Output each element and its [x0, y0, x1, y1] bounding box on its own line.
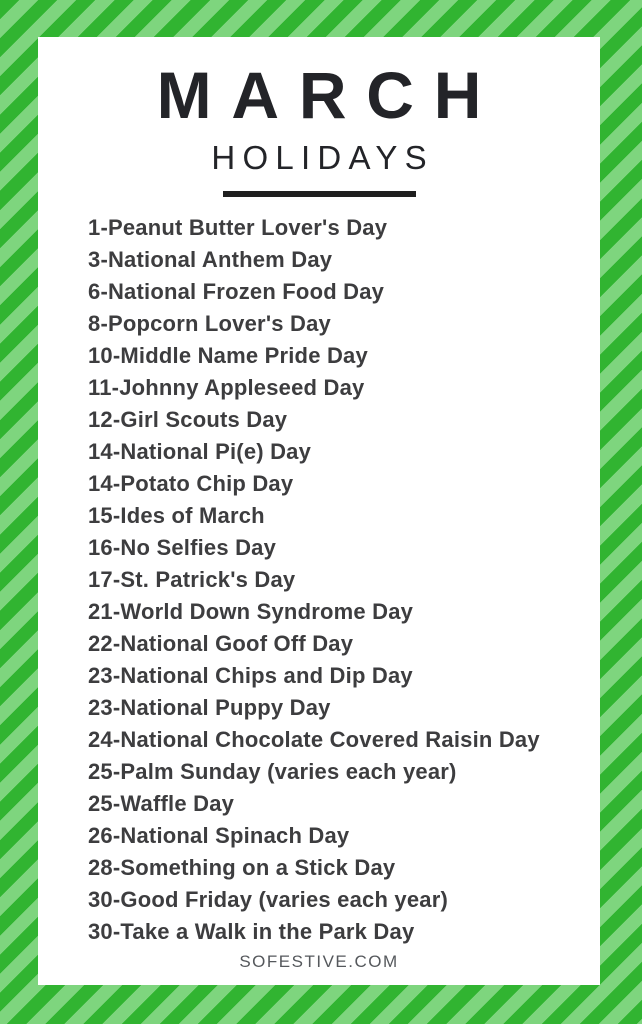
holiday-separator: -	[112, 727, 121, 752]
holiday-name: Peanut Butter Lover's Day	[107, 215, 388, 240]
holiday-item	[88, 596, 600, 628]
holiday-name: Ides of March	[120, 503, 265, 528]
holiday-name: National Goof Off Day	[120, 631, 354, 656]
holiday-separator: -	[112, 919, 121, 944]
holiday-item	[88, 276, 600, 308]
holiday-name: No Selfies Day	[120, 535, 277, 560]
holiday-day: 11	[88, 375, 112, 400]
holiday-day: 16	[88, 535, 113, 560]
holiday-item	[88, 884, 600, 916]
holiday-item	[88, 372, 600, 404]
holiday-separator: -	[112, 343, 121, 368]
holiday-day: 22	[88, 631, 113, 656]
holiday-item	[88, 852, 600, 884]
holiday-item	[88, 340, 600, 372]
holiday-day: 3	[88, 247, 101, 272]
holiday-day: 12	[88, 407, 113, 432]
holiday-separator: -	[112, 535, 121, 560]
holiday-day: 10	[88, 343, 113, 368]
holiday-separator: -	[112, 759, 121, 784]
holiday-item	[88, 308, 600, 340]
holiday-item	[88, 756, 600, 788]
page-subtitle: HOLIDAYS	[211, 139, 434, 176]
holiday-separator: -	[100, 279, 108, 304]
holiday-name: Something on a Stick Day	[120, 855, 396, 880]
holiday-name: National Frozen Food Day	[107, 279, 385, 304]
holiday-name: National Chips and Dip Day	[120, 663, 413, 688]
holiday-name: Johnny Appleseed Day	[119, 375, 365, 400]
holiday-name: Middle Name Pride Day	[120, 343, 368, 368]
holiday-separator: -	[112, 823, 121, 848]
title-divider	[223, 191, 416, 197]
holiday-day: 25	[88, 759, 113, 784]
holiday-list	[88, 212, 600, 948]
holiday-item	[88, 660, 600, 692]
holiday-separator: -	[100, 215, 108, 240]
holiday-separator: -	[112, 663, 121, 688]
holiday-separator: -	[112, 887, 121, 912]
holiday-separator: -	[112, 631, 121, 656]
holiday-item	[88, 212, 600, 244]
holiday-item	[88, 916, 600, 948]
holiday-separator: -	[112, 791, 121, 816]
holiday-day: 17	[88, 567, 113, 592]
holiday-name: St. Patrick's Day	[120, 567, 296, 592]
holiday-name: Potato Chip Day	[120, 471, 294, 496]
holiday-separator: -	[112, 855, 121, 880]
holiday-day: 8	[88, 311, 101, 336]
holiday-item	[88, 404, 600, 436]
holiday-name: Palm Sunday (varies each year)	[120, 759, 457, 784]
holiday-day: 24	[88, 727, 113, 752]
holiday-separator: -	[112, 695, 121, 720]
holiday-item	[88, 468, 600, 500]
holiday-name: Take a Walk in the Park Day	[120, 919, 415, 944]
holiday-day: 26	[88, 823, 113, 848]
page-title: MARCH	[156, 58, 502, 132]
holiday-name: World Down Syndrome Day	[120, 599, 414, 624]
holiday-separator: -	[100, 247, 108, 272]
holiday-separator: -	[112, 567, 121, 592]
holiday-day: 15	[88, 503, 113, 528]
holiday-day: 6	[88, 279, 101, 304]
content-panel	[38, 37, 600, 985]
holiday-item	[88, 244, 600, 276]
holiday-item	[88, 692, 600, 724]
holiday-item	[88, 436, 600, 468]
footer-credit: SOFESTIVE.COM	[239, 952, 399, 971]
holiday-day: 25	[88, 791, 113, 816]
holiday-day: 23	[88, 663, 113, 688]
holiday-item	[88, 788, 600, 820]
holiday-item	[88, 564, 600, 596]
holiday-separator: -	[100, 311, 108, 336]
holiday-item	[88, 820, 600, 852]
holiday-item	[88, 724, 600, 756]
holiday-day: 23	[88, 695, 113, 720]
holiday-name: National Pi(e) Day	[120, 439, 312, 464]
holiday-name: National Anthem Day	[107, 247, 333, 272]
holiday-name: National Chocolate Covered Raisin Day	[120, 727, 540, 752]
holiday-day: 14	[88, 439, 113, 464]
holiday-separator: -	[111, 375, 120, 400]
holiday-separator: -	[112, 503, 121, 528]
holiday-day: 30	[88, 919, 113, 944]
holiday-separator: -	[112, 471, 121, 496]
holiday-name: Popcorn Lover's Day	[107, 311, 331, 336]
holiday-separator: -	[112, 439, 121, 464]
holiday-name: National Puppy Day	[120, 695, 331, 720]
holiday-name: Girl Scouts Day	[120, 407, 288, 432]
holiday-name: National Spinach Day	[120, 823, 350, 848]
holiday-separator: -	[112, 599, 121, 624]
holiday-day: 21	[88, 599, 113, 624]
holiday-name: Waffle Day	[120, 791, 235, 816]
holiday-separator: -	[112, 407, 121, 432]
holiday-item	[88, 532, 600, 564]
holiday-name: Good Friday (varies each year)	[120, 887, 448, 912]
holiday-day: 30	[88, 887, 113, 912]
holiday-day: 1	[88, 215, 101, 240]
holiday-item	[88, 500, 600, 532]
holiday-item	[88, 628, 600, 660]
holiday-day: 14	[88, 471, 113, 496]
holiday-day: 28	[88, 855, 113, 880]
